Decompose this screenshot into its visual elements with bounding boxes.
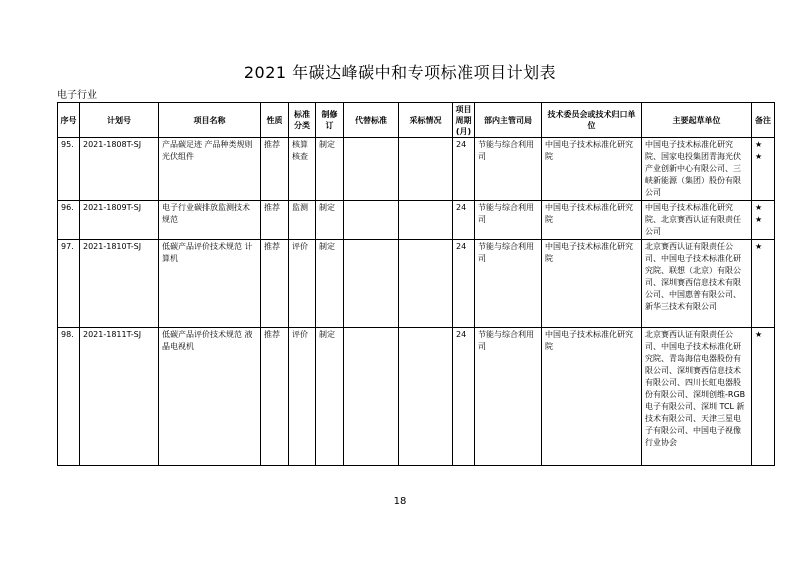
cell-nature: 推荐 (261, 138, 289, 201)
table-row (58, 240, 775, 328)
cell-nature: 推荐 (261, 328, 289, 466)
cell-replaced-standard (344, 328, 399, 466)
cell-adoption (399, 240, 453, 328)
cell-revision: 制定 (316, 138, 344, 201)
cell-remarks (752, 240, 775, 328)
cell-department: 节能与综合利用司 (475, 240, 542, 328)
cell-committee: 中国电子技术标准化研究院 (542, 328, 642, 466)
cell-plan-no: 2021-1809T-SJ (80, 201, 159, 240)
cell-drafters: 北京赛西认证有限责任公司、中国电子技术标准化研究院、青岛海信电器股份有限公司、深圳赛西信息技术有限公司、四川长虹电器股份有限公司、深圳创维-RGB 电子有限公司、深圳 TCL 新技术有限公司、天津三星电子有限公司、中国电子视像行业协会 (642, 328, 752, 466)
cell-adoption (399, 201, 453, 240)
star-icon: ★ (755, 215, 763, 224)
cell-revision: 制定 (316, 328, 344, 466)
cell-project-name: 低碳产品评价技术规范 液晶电视机 (159, 328, 261, 466)
header-project-name: 项目名称 (159, 103, 261, 138)
cell-category: 评价 (289, 328, 316, 466)
cell-nature: 推荐 (261, 201, 289, 240)
table-header-row (58, 103, 775, 138)
cell-period: 24 (453, 328, 475, 466)
standards-plan-table (57, 102, 775, 466)
cell-category: 监测 (289, 201, 316, 240)
cell-remarks (752, 201, 775, 240)
cell-period: 24 (453, 138, 475, 201)
star-icon: ★ (755, 140, 763, 149)
cell-seq: 95. (58, 138, 80, 201)
header-committee: 技术委员会或技术归口单位 (542, 103, 642, 138)
cell-replaced-standard (344, 240, 399, 328)
cell-seq: 97. (58, 240, 80, 328)
cell-category: 评价 (289, 240, 316, 328)
industry-label: 电子行业 (57, 90, 97, 101)
cell-plan-no: 2021-1810T-SJ (80, 240, 159, 328)
cell-category: 核算核查 (289, 138, 316, 201)
cell-drafters: 中国电子技术标准化研究院、国家电投集团青海光伏产业创新中心有限公司、三峡新能源（集团）股份有限公司 (642, 138, 752, 201)
cell-department: 节能与综合利用司 (475, 328, 542, 466)
header-drafters: 主要起草单位 (642, 103, 752, 138)
cell-committee: 中国电子技术标准化研究院 (542, 138, 642, 201)
header-remarks: 备注 (752, 103, 775, 138)
cell-project-name: 低碳产品评价技术规范 计算机 (159, 240, 261, 328)
star-icon: ★ (755, 152, 763, 161)
header-period: 项目周期(月) (453, 103, 475, 138)
star-icon: ★ (755, 330, 763, 339)
table-row (58, 138, 775, 201)
cell-adoption (399, 328, 453, 466)
cell-replaced-standard (344, 138, 399, 201)
cell-remarks (752, 138, 775, 201)
table-row (58, 328, 775, 466)
cell-project-name: 产品碳足迹 产品种类规则 光伏组件 (159, 138, 261, 201)
header-seq: 序号 (58, 103, 80, 138)
header-plan-no: 计划号 (80, 103, 159, 138)
cell-revision: 制定 (316, 240, 344, 328)
cell-replaced-standard (344, 201, 399, 240)
header-revision: 制修订 (316, 103, 344, 138)
cell-seq: 96. (58, 201, 80, 240)
cell-adoption (399, 138, 453, 201)
page-title: 2021 年碳达峰碳中和专项标准项目计划表 (243, 63, 557, 82)
header-adoption: 采标情况 (399, 103, 453, 138)
page-number: 18 (393, 496, 407, 507)
header-category: 标准分类 (289, 103, 316, 138)
header-department: 部内主管司局 (475, 103, 542, 138)
table-row (58, 201, 775, 240)
cell-seq: 98. (58, 328, 80, 466)
cell-revision: 制定 (316, 201, 344, 240)
cell-nature: 推荐 (261, 240, 289, 328)
cell-department: 节能与综合利用司 (475, 138, 542, 201)
cell-drafters: 中国电子技术标准化研究院、北京赛西认证有限责任公司 (642, 201, 752, 240)
cell-plan-no: 2021-1808T-SJ (80, 138, 159, 201)
cell-period: 24 (453, 240, 475, 328)
cell-project-name: 电子行业碳排放监测技术规范 (159, 201, 261, 240)
header-nature: 性质 (261, 103, 289, 138)
cell-committee: 中国电子技术标准化研究院 (542, 240, 642, 328)
cell-period: 24 (453, 201, 475, 240)
cell-plan-no: 2021-1811T-SJ (80, 328, 159, 466)
header-replaced-standard: 代替标准 (344, 103, 399, 138)
cell-department: 节能与综合利用司 (475, 201, 542, 240)
star-icon: ★ (755, 242, 763, 251)
cell-drafters: 北京赛西认证有限责任公司、中国电子技术标准化研究院、联想（北京）有限公司、深圳赛西信息技术有限公司、中国惠普有限公司、新华三技术有限公司 (642, 240, 752, 328)
star-icon: ★ (755, 203, 763, 212)
cell-remarks (752, 328, 775, 466)
cell-committee: 中国电子技术标准化研究院 (542, 201, 642, 240)
